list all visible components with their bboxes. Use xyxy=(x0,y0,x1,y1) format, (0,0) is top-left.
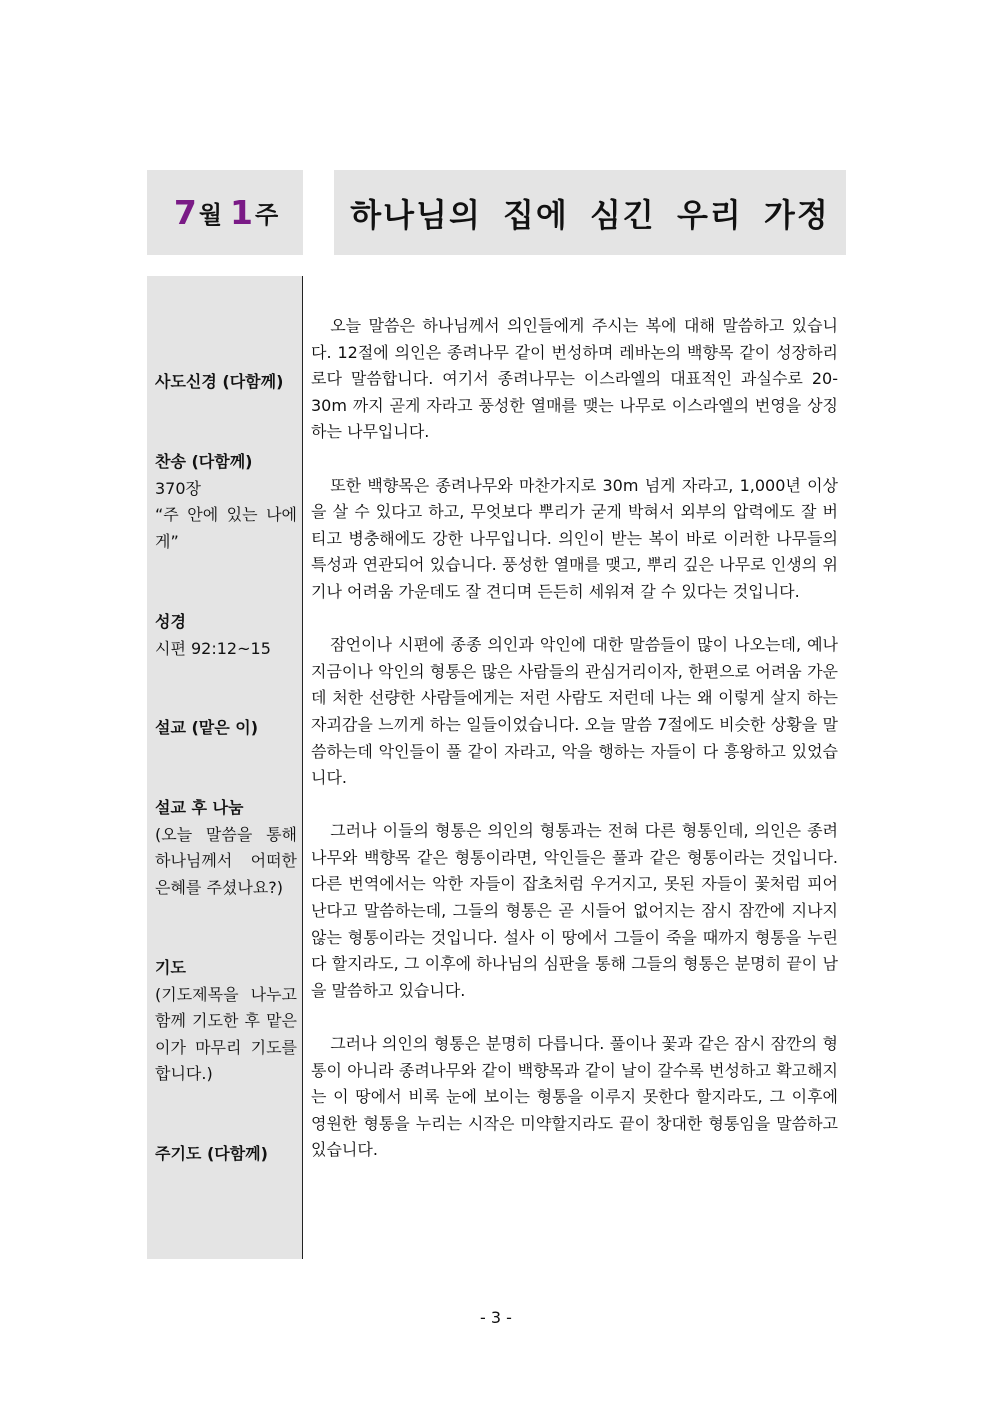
lords-prayer-heading: 주기도 (다함께) xyxy=(155,1144,268,1163)
hymn-number: 370장 xyxy=(155,478,201,498)
lords-prayer-item xyxy=(155,1141,297,1168)
page-number: - 3 - xyxy=(480,1308,512,1327)
sermon-item xyxy=(155,715,297,742)
sharing-item xyxy=(155,795,297,901)
scripture-heading: 성경 xyxy=(155,612,186,631)
sharing-heading: 설교 후 나눔 xyxy=(155,798,244,817)
creed-item xyxy=(155,369,297,396)
hymn-heading: 찬송 (다함께) xyxy=(155,452,253,471)
prayer-item xyxy=(155,955,297,1088)
creed-heading: 사도신경 (다함께) xyxy=(155,372,284,391)
week-number: 1 xyxy=(230,193,253,232)
prayer-heading: 기도 xyxy=(155,958,186,977)
sharing-note: (오늘 말씀을 통해 하나님께서 어떠한 은혜를 주셨나요?) xyxy=(155,824,297,897)
paragraph: 그러나 이들의 형통은 의인의 형통과는 전혀 다른 형통인데, 의인은 종려나무와 백향목 같은 형통이라면, 악인들은 풀과 같은 형통이라는 것입니다. 다른 번역에서는 악한 자들이 잡초처럼 우거지고, 못된 자들이 꽃처럼 피어난다고 말씀하는데, 그들의 형통은 곧 시들어 없어지는 잠시 잠깐에 지나지 않는 형통이라는 것입니다. 설사 이 땅에서 그들이 죽을 때까지 형통을 누린다 할지라도, 그 이후에 하나님의 심판을 통해 그들의 형통은 분명히 끝이 남을 말씀하고 있습니다. xyxy=(311,821,838,1000)
scripture-reference: 시편 92:12~15 xyxy=(155,638,271,658)
paragraph: 잠언이나 시편에 종종 의인과 악인에 대한 말씀들이 많이 나오는데, 예나 지금이나 악인의 형통은 많은 사람들의 관심거리이자, 한편으로 어려움 가운데 처한 선량한 사람들에게는 저런 사람도 저런데 나는 왜 이렇게 살지 하는 자괴감을 느끼게 하는 일들이었습니다. 오늘 말씀 7절에도 비슷한 상황을 말씀하는데 악인들이 풀 같이 자라고, 악을 행하는 자들이 다 흥왕하고 있었습니다. xyxy=(311,635,838,788)
paragraph: 오늘 말씀은 하나님께서 의인들에게 주시는 복에 대해 말씀하고 있습니다. 12절에 의인은 종려나무 같이 번성하며 레바논의 백향목 같이 성장하리로다 말씀합니다. 여기서 종려나무는 이스라엘의 대표적인 과실수로 20-30m 까지 곧게 자라고 풍성한 열매를 맺는 나무로 이스라엘의 번영을 상징하는 나무입니다. xyxy=(311,316,838,442)
week-label xyxy=(147,170,303,255)
month-number: 7 xyxy=(173,193,197,232)
scripture-item xyxy=(155,609,297,662)
week-unit: 주 xyxy=(254,201,279,229)
hymn-name: “주 안에 있는 나에게” xyxy=(155,505,297,551)
sermon-heading: 설교 (맡은 이) xyxy=(155,718,259,737)
page-title-text: 하나님의 집에 심긴 우리 가정 xyxy=(350,195,830,234)
prayer-note: (기도제목을 나누고 함께 기도한 후 맡은 이가 마무리 기도를 합니다.) xyxy=(155,984,297,1083)
month-unit: 월 xyxy=(198,201,222,229)
sermon-text xyxy=(311,313,838,1191)
paragraph: 또한 백향목은 종려나무와 마찬가지로 30m 넘게 자라고, 1,000년 이상을 살 수 있다고 하고, 무엇보다 뿌리가 굳게 박혀서 외부의 압력에도 잘 버티고 병충해에도 강한 나무입니다. 의인이 받는 복이 바로 이러한 나무들의 특성과 연관되어 있습니다. 풍성한 열매를 맺고, 뿌리 깊은 나무로 인생의 위기나 어려움 가운데도 잘 견디며 든든히 세워져 갈 수 있다는 것입니다. xyxy=(311,475,838,601)
worship-order-sidebar xyxy=(147,276,303,1259)
paragraph: 그러나 의인의 형통은 분명히 다릅니다. 풀이나 꽃과 같은 잠시 잠깐의 형통이 아니라 종려나무와 같이 백향목과 같이 날이 갈수록 번성하고 확고해지는 이 땅에서 비록 눈에 보이는 형통을 이루지 못한다 할지라도, 그 이후에 영원한 형통을 누리는 시작은 미약할지라도 끝이 창대한 형통임을 말씀하고 있습니다. xyxy=(311,1034,838,1160)
page-title xyxy=(334,170,846,255)
hymn-item xyxy=(155,449,297,555)
